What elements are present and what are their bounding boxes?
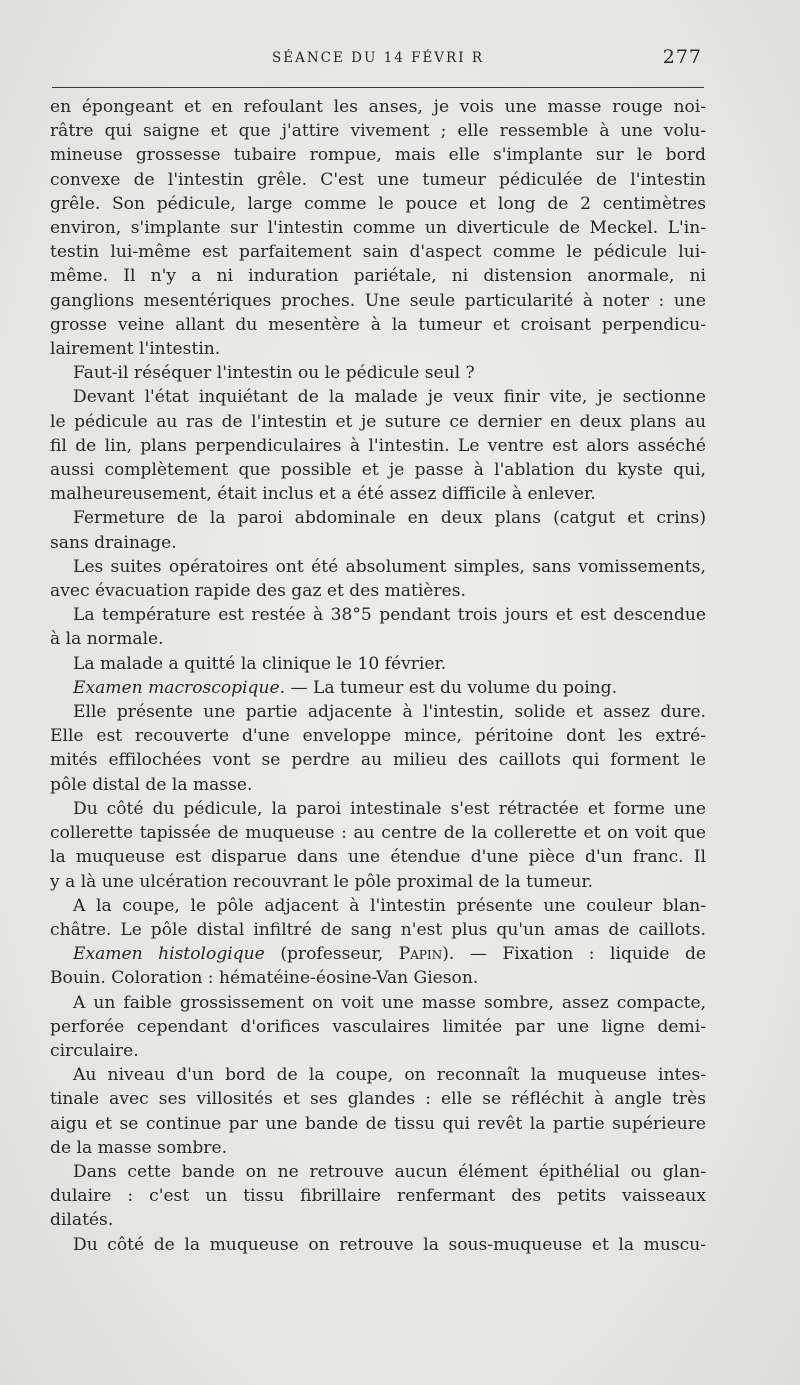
text-line: Du côté du pédicule, la paroi intestinale s'est rétractée et forme une	[73, 798, 706, 819]
text-line: La malade a quitté la clinique le 10 février.	[73, 653, 447, 674]
text-line: la muqueuse est disparue dans une étendue d'une pièce d'un franc. Il	[50, 847, 706, 868]
text-line: tinale avec ses villosités et ses glandes : elle se réfléchit à angle très	[50, 1089, 706, 1110]
text-line	[50, 942, 706, 966]
text-line: Fermeture de la paroi abdominale en deux plans (catgut et crins)	[73, 508, 706, 529]
text-line: Bouin. Coloration : hématéine-éosine-Van Gieson.	[50, 968, 479, 989]
text-line	[50, 676, 706, 700]
text-line: malheureusement, était inclus et a été assez difficile à enlever.	[50, 484, 596, 505]
text-line: lairement l'intestin.	[50, 339, 221, 360]
text-line: Elle est recouverte d'une enveloppe mince, péritoine dont les extré-	[50, 726, 706, 747]
text-line: mités effilochées vont se perdre au milieu des caillots qui forment le	[50, 750, 706, 771]
header-title: SÉANCE DU 14 FÉVRI R	[271, 50, 485, 66]
text-fragment: (professeur,	[264, 944, 399, 965]
text-line: en épongeant et en refoulant les anses, je vois une masse rouge noi-	[50, 97, 706, 117]
text-line: de la masse sombre.	[50, 1137, 228, 1158]
text-line: grosse veine allant du mesentère à la tumeur et croisant perpendicu-	[50, 314, 706, 335]
text-line: Faut-il réséquer l'intestin ou le pédicule seul ?	[73, 363, 475, 384]
text-line: pôle distal de la masse.	[50, 774, 253, 795]
text-fragment: ). — Fixation : liquide de	[442, 944, 707, 965]
text-line: sans drainage.	[50, 532, 177, 553]
text-line: Au niveau d'un bord de la coupe, on reconnaît la muqueuse intes-	[73, 1065, 706, 1086]
text-fragment: — La tumeur est du volume du poing.	[285, 677, 618, 698]
text-line: Devant l'état inquiétant de la malade je veux finir vite, je sectionne	[73, 387, 706, 408]
text-line: y a là une ulcération recouvrant le pôle proximal de la tumeur.	[50, 871, 594, 892]
text-line: dulaire : c'est un tissu fibrillaire renfermant des petits vaisseaux	[50, 1186, 706, 1207]
text-line: Du côté de la muqueuse on retrouve la sous-muqueuse et la muscu-	[73, 1234, 706, 1255]
text-line: aussi complètement que possible et je passe à l'ablation du kyste qui,	[50, 460, 706, 481]
text-line: Les suites opératoires ont été absolument simples, sans vomissements,	[73, 556, 706, 577]
text-line: à la normale.	[50, 629, 164, 650]
text-line: Dans cette bande on ne retrouve aucun élément épithélial ou glan-	[73, 1161, 706, 1182]
text-line: A la coupe, le pôle adjacent à l'intestin présente une couleur blan-	[73, 895, 706, 916]
text-line: A un faible grossissement on voit une masse sombre, assez compacte,	[73, 992, 706, 1013]
text-line: ganglions mesentériques proches. Une seule particularité à noter : une	[50, 290, 706, 311]
text-line: La température est restée à 38°5 pendant trois jours et est descendue	[73, 605, 706, 626]
text-line: collerette tapissée de muqueuse : au centre de la collerette et on voit que	[50, 823, 706, 844]
text-line: râtre qui saigne et que j'attire vivement ; elle ressemble à une volu-	[50, 121, 706, 142]
header-rule	[52, 87, 704, 88]
text-line: Elle présente une partie adjacente à l'intestin, solide et assez dure.	[73, 702, 706, 723]
page-number: 277	[662, 46, 702, 68]
text-line: avec évacuation rapide des gaz et des matières.	[50, 581, 466, 602]
text-line: dilatés.	[50, 1210, 114, 1231]
text-line: environ, s'implante sur l'intestin comme un diverticule de Meckel. L'in-	[50, 218, 706, 239]
text-line: châtre. Le pôle distal infiltré de sang n'est plus qu'un amas de caillots.	[50, 919, 706, 940]
text-line: le pédicule au ras de l'intestin et je suture ce dernier en deux plans au	[50, 411, 706, 432]
text-line: grêle. Son pédicule, large comme le pouce et long de 2 centimètres	[50, 193, 706, 214]
text-line: convexe de l'intestin grêle. C'est une tumeur pédiculée de l'intestin	[50, 169, 706, 190]
text-line: circulaire.	[50, 1040, 139, 1061]
author-name: Papin	[398, 944, 443, 965]
text-line: aigu et se continue par une bande de tissu qui revêt la partie supérieure	[50, 1113, 706, 1134]
running-header	[52, 44, 704, 74]
text-line: mineuse grossesse tubaire rompue, mais elle s'implante sur le bord	[50, 145, 706, 166]
text-line: perforée cependant d'orifices vasculaires limitée par une ligne demi-	[50, 1016, 706, 1037]
text-line: même. Il n'y a ni induration pariétale, ni distension anormale, ni	[50, 266, 706, 287]
body-text	[50, 95, 706, 1257]
text-line: testin lui-même est parfaitement sain d'aspect comme le pédicule lui-	[50, 242, 706, 263]
section-heading-macroscopic: Examen macroscopique.	[73, 677, 286, 698]
text-line: fil de lin, plans perpendiculaires à l'intestin. Le ventre est alors asséché	[50, 435, 706, 456]
section-heading-histologic: Examen histologique	[73, 944, 265, 965]
